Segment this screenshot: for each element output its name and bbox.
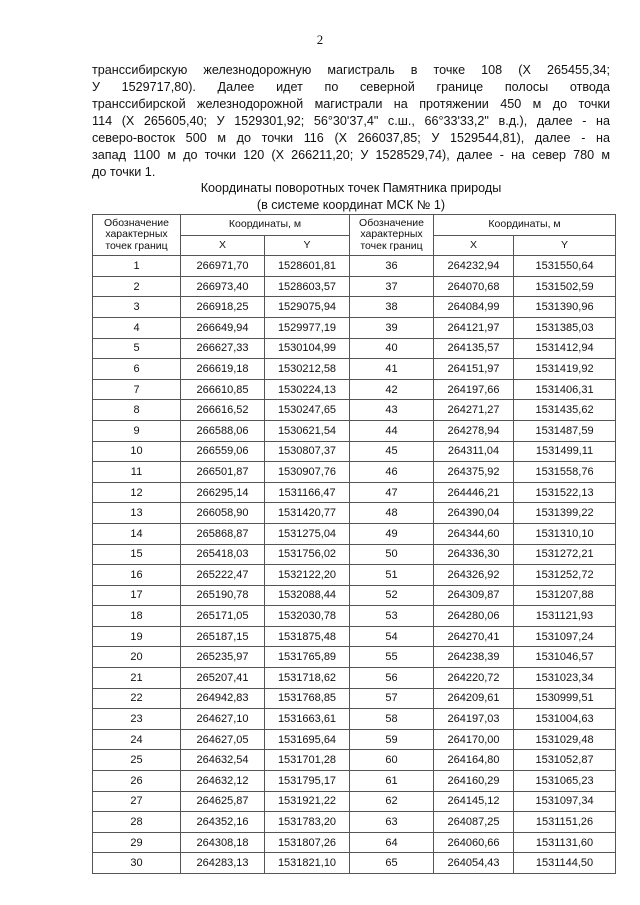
table-row [93, 606, 616, 627]
point-number: 60 [350, 750, 434, 771]
x-coordinate: 264942,83 [181, 688, 265, 709]
x-coordinate: 264390,04 [434, 503, 514, 524]
y-coordinate: 1531768,85 [265, 688, 350, 709]
coordinates-table [92, 214, 616, 874]
x-coordinate: 266610,85 [181, 379, 265, 400]
point-number: 25 [93, 750, 181, 771]
x-coordinate: 264311,04 [434, 441, 514, 462]
point-number: 2 [93, 276, 181, 297]
point-number: 58 [350, 709, 434, 730]
y-coordinate: 1529977,19 [265, 317, 350, 338]
point-number: 6 [93, 359, 181, 380]
table-row [93, 400, 616, 421]
y-header: Y [265, 235, 350, 256]
x-coordinate: 265207,41 [181, 668, 265, 689]
x-coordinate: 264280,06 [434, 606, 514, 627]
table-row [93, 338, 616, 359]
x-coordinate: 264375,92 [434, 462, 514, 483]
y-coordinate: 1531695,64 [265, 729, 350, 750]
x-coordinate: 264197,66 [434, 379, 514, 400]
x-coordinate: 264084,99 [434, 297, 514, 318]
point-number: 1 [93, 256, 181, 277]
point-number: 39 [350, 317, 434, 338]
y-coordinate: 1531144,50 [514, 853, 616, 874]
point-number: 11 [93, 462, 181, 483]
designation-header: Обозначение характерных точек границ [93, 215, 181, 256]
point-number: 27 [93, 791, 181, 812]
x-coordinate: 266295,14 [181, 482, 265, 503]
point-number: 24 [93, 729, 181, 750]
y-coordinate: 1530104,99 [265, 338, 350, 359]
y-coordinate: 1531765,89 [265, 647, 350, 668]
y-coordinate: 1531399,22 [514, 503, 616, 524]
x-coordinate: 264627,05 [181, 729, 265, 750]
intro-line: У 1529717,80). Далее идет по северной границе полосы отвода [92, 80, 610, 94]
y-coordinate: 1531701,28 [265, 750, 350, 771]
point-number: 42 [350, 379, 434, 400]
point-number: 48 [350, 503, 434, 524]
table-row [93, 297, 616, 318]
point-number: 62 [350, 791, 434, 812]
x-coordinate: 266559,06 [181, 441, 265, 462]
intro-line: 114 (X 265605,40; У 1529301,92; 56°30'37,4" с.ш., 66°33'33,2" в.д.), далее - на [92, 114, 610, 128]
x-coordinate: 264170,00 [434, 729, 514, 750]
y-coordinate: 1531004,63 [514, 709, 616, 730]
point-number: 16 [93, 565, 181, 586]
x-coordinate: 264238,39 [434, 647, 514, 668]
x-coordinate: 265187,15 [181, 626, 265, 647]
x-coordinate: 264145,12 [434, 791, 514, 812]
y-coordinate: 1531875,48 [265, 626, 350, 647]
table-row [93, 441, 616, 462]
point-number: 36 [350, 256, 434, 277]
y-coordinate: 1531718,62 [265, 668, 350, 689]
y-coordinate: 1531550,64 [514, 256, 616, 277]
point-number: 44 [350, 420, 434, 441]
x-coordinate: 264160,29 [434, 771, 514, 792]
table-row [93, 256, 616, 277]
table-row [93, 317, 616, 338]
y-coordinate: 1530247,65 [265, 400, 350, 421]
y-coordinate: 1530212,58 [265, 359, 350, 380]
point-number: 47 [350, 482, 434, 503]
table-row [93, 503, 616, 524]
point-number: 52 [350, 585, 434, 606]
table-row [93, 523, 616, 544]
x-coordinate: 265868,87 [181, 523, 265, 544]
y-coordinate: 1531166,47 [265, 482, 350, 503]
y-coordinate: 1531252,72 [514, 565, 616, 586]
x-coordinate: 264344,60 [434, 523, 514, 544]
table-row [93, 832, 616, 853]
point-number: 53 [350, 606, 434, 627]
intro-paragraph [92, 62, 610, 181]
y-coordinate: 1531558,76 [514, 462, 616, 483]
point-number: 59 [350, 729, 434, 750]
y-coordinate: 1530999,51 [514, 688, 616, 709]
point-number: 29 [93, 832, 181, 853]
point-number: 64 [350, 832, 434, 853]
coordinates-header: Координаты, м [181, 215, 350, 236]
y-coordinate: 1532088,44 [265, 585, 350, 606]
point-number: 28 [93, 812, 181, 833]
y-coordinate: 1531207,88 [514, 585, 616, 606]
point-number: 14 [93, 523, 181, 544]
point-number: 8 [93, 400, 181, 421]
page-number: 2 [316, 32, 324, 47]
point-number: 38 [350, 297, 434, 318]
x-coordinate: 266501,87 [181, 462, 265, 483]
point-number: 5 [93, 338, 181, 359]
x-coordinate: 266973,40 [181, 276, 265, 297]
y-coordinate: 1530807,37 [265, 441, 350, 462]
y-coordinate: 1531795,17 [265, 771, 350, 792]
y-coordinate: 1530224,13 [265, 379, 350, 400]
intro-line: транссибирской железнодорожной магистрали на протяжении 450 м до точки [92, 97, 610, 111]
y-coordinate: 1531052,87 [514, 750, 616, 771]
point-number: 15 [93, 544, 181, 565]
table-row [93, 420, 616, 441]
x-coordinate: 264054,43 [434, 853, 514, 874]
y-coordinate: 1531435,62 [514, 400, 616, 421]
point-number: 3 [93, 297, 181, 318]
y-coordinate: 1531502,59 [514, 276, 616, 297]
y-coordinate: 1530621,54 [265, 420, 350, 441]
x-coordinate: 265171,05 [181, 606, 265, 627]
x-coordinate: 264271,27 [434, 400, 514, 421]
y-coordinate: 1531522,13 [514, 482, 616, 503]
y-coordinate: 1530907,76 [265, 462, 350, 483]
table-row [93, 791, 616, 812]
point-number: 37 [350, 276, 434, 297]
x-coordinate: 266058,90 [181, 503, 265, 524]
y-coordinate: 1532030,78 [265, 606, 350, 627]
designation-header: Обозначение характерных точек границ [350, 215, 434, 256]
point-number: 13 [93, 503, 181, 524]
point-number: 22 [93, 688, 181, 709]
x-coordinate: 266619,18 [181, 359, 265, 380]
x-coordinate: 264625,87 [181, 791, 265, 812]
point-number: 12 [93, 482, 181, 503]
table-title [92, 180, 610, 214]
point-number: 40 [350, 338, 434, 359]
point-number: 23 [93, 709, 181, 730]
x-coordinate: 264197,03 [434, 709, 514, 730]
table-row [93, 709, 616, 730]
y-coordinate: 1531390,96 [514, 297, 616, 318]
y-coordinate: 1531756,02 [265, 544, 350, 565]
point-number: 4 [93, 317, 181, 338]
y-coordinate: 1531385,03 [514, 317, 616, 338]
y-coordinate: 1531499,11 [514, 441, 616, 462]
point-number: 18 [93, 606, 181, 627]
table-row [93, 729, 616, 750]
x-coordinate: 264336,30 [434, 544, 514, 565]
table-row [93, 668, 616, 689]
table-row [93, 626, 616, 647]
point-number: 30 [93, 853, 181, 874]
point-number: 17 [93, 585, 181, 606]
y-coordinate: 1531783,20 [265, 812, 350, 833]
point-number: 10 [93, 441, 181, 462]
x-header: X [181, 235, 265, 256]
point-number: 61 [350, 771, 434, 792]
x-coordinate: 266649,94 [181, 317, 265, 338]
y-coordinate: 1531487,59 [514, 420, 616, 441]
point-number: 49 [350, 523, 434, 544]
point-number: 19 [93, 626, 181, 647]
x-coordinate: 264164,80 [434, 750, 514, 771]
table-row [93, 647, 616, 668]
table-title-line: Координаты поворотных точек Памятника природы [200, 181, 502, 195]
x-coordinate: 264308,18 [181, 832, 265, 853]
intro-line: транссибирскую железнодорожную магистраль в точке 108 (X 265455,34; [92, 63, 610, 77]
x-coordinate: 264070,68 [434, 276, 514, 297]
point-number: 45 [350, 441, 434, 462]
y-coordinate: 1531272,21 [514, 544, 616, 565]
table-row [93, 462, 616, 483]
x-coordinate: 264352,16 [181, 812, 265, 833]
point-number: 51 [350, 565, 434, 586]
y-coordinate: 1531807,26 [265, 832, 350, 853]
y-coordinate: 1531921,22 [265, 791, 350, 812]
x-coordinate: 264309,87 [434, 585, 514, 606]
x-coordinate: 264220,72 [434, 668, 514, 689]
point-number: 54 [350, 626, 434, 647]
y-coordinate: 1531275,04 [265, 523, 350, 544]
y-coordinate: 1531419,92 [514, 359, 616, 380]
intro-line: до точки 1. [92, 165, 156, 179]
x-coordinate: 264326,92 [434, 565, 514, 586]
y-coordinate: 1531821,10 [265, 853, 350, 874]
x-coordinate: 265190,78 [181, 585, 265, 606]
x-coordinate: 266918,25 [181, 297, 265, 318]
table-row [93, 482, 616, 503]
point-number: 46 [350, 462, 434, 483]
y-coordinate: 1531663,61 [265, 709, 350, 730]
x-coordinate: 264121,97 [434, 317, 514, 338]
point-number: 41 [350, 359, 434, 380]
x-coordinate: 264087,25 [434, 812, 514, 833]
y-coordinate: 1531029,48 [514, 729, 616, 750]
x-coordinate: 265222,47 [181, 565, 265, 586]
table-row [93, 276, 616, 297]
table-row [93, 688, 616, 709]
x-coordinate: 264278,94 [434, 420, 514, 441]
coordinates-header: Координаты, м [434, 215, 616, 236]
table-row [93, 359, 616, 380]
point-number: 26 [93, 771, 181, 792]
y-coordinate: 1531420,77 [265, 503, 350, 524]
y-coordinate: 1531412,94 [514, 338, 616, 359]
table-row [93, 771, 616, 792]
y-coordinate: 1531310,10 [514, 523, 616, 544]
y-coordinate: 1531097,34 [514, 791, 616, 812]
y-coordinate: 1528601,81 [265, 256, 350, 277]
x-coordinate: 264232,94 [434, 256, 514, 277]
point-number: 50 [350, 544, 434, 565]
y-coordinate: 1528603,57 [265, 276, 350, 297]
point-number: 65 [350, 853, 434, 874]
table-row [93, 853, 616, 874]
x-coordinate: 264135,57 [434, 338, 514, 359]
x-coordinate: 264627,10 [181, 709, 265, 730]
point-number: 63 [350, 812, 434, 833]
table-row [93, 585, 616, 606]
x-coordinate: 266971,70 [181, 256, 265, 277]
y-coordinate: 1531406,31 [514, 379, 616, 400]
y-coordinate: 1531151,26 [514, 812, 616, 833]
point-number: 56 [350, 668, 434, 689]
table-row [93, 812, 616, 833]
y-coordinate: 1531121,93 [514, 606, 616, 627]
point-number: 9 [93, 420, 181, 441]
x-coordinate: 266616,52 [181, 400, 265, 421]
table-row [93, 379, 616, 400]
point-number: 43 [350, 400, 434, 421]
point-number: 57 [350, 688, 434, 709]
x-coordinate: 264209,61 [434, 688, 514, 709]
table-row [93, 750, 616, 771]
y-coordinate: 1532122,20 [265, 565, 350, 586]
point-number: 55 [350, 647, 434, 668]
x-coordinate: 264270,41 [434, 626, 514, 647]
x-coordinate: 266588,06 [181, 420, 265, 441]
x-coordinate: 264283,13 [181, 853, 265, 874]
point-number: 20 [93, 647, 181, 668]
y-coordinate: 1531065,23 [514, 771, 616, 792]
y-coordinate: 1529075,94 [265, 297, 350, 318]
y-coordinate: 1531131,60 [514, 832, 616, 853]
table-row [93, 565, 616, 586]
y-coordinate: 1531046,57 [514, 647, 616, 668]
point-number: 7 [93, 379, 181, 400]
intro-line: северо-восток 500 м до точки 116 (X 266037,85; У 1529544,81), далее - на [92, 131, 610, 145]
x-coordinate: 265418,03 [181, 544, 265, 565]
x-coordinate: 265235,97 [181, 647, 265, 668]
x-coordinate: 264632,54 [181, 750, 265, 771]
y-coordinate: 1531023,34 [514, 668, 616, 689]
x-coordinate: 266627,33 [181, 338, 265, 359]
x-coordinate: 264446,21 [434, 482, 514, 503]
table-row [93, 544, 616, 565]
y-coordinate: 1531097,24 [514, 626, 616, 647]
x-coordinate: 264632,12 [181, 771, 265, 792]
y-header: Y [514, 235, 616, 256]
x-header: X [434, 235, 514, 256]
point-number: 21 [93, 668, 181, 689]
intro-line: запад 1100 м до точки 120 (X 266211,20; У 1528529,74), далее - на север 780 м [92, 148, 610, 162]
x-coordinate: 264151,97 [434, 359, 514, 380]
table-title-line: (в системе координат МСК № 1) [256, 198, 446, 212]
x-coordinate: 264060,66 [434, 832, 514, 853]
